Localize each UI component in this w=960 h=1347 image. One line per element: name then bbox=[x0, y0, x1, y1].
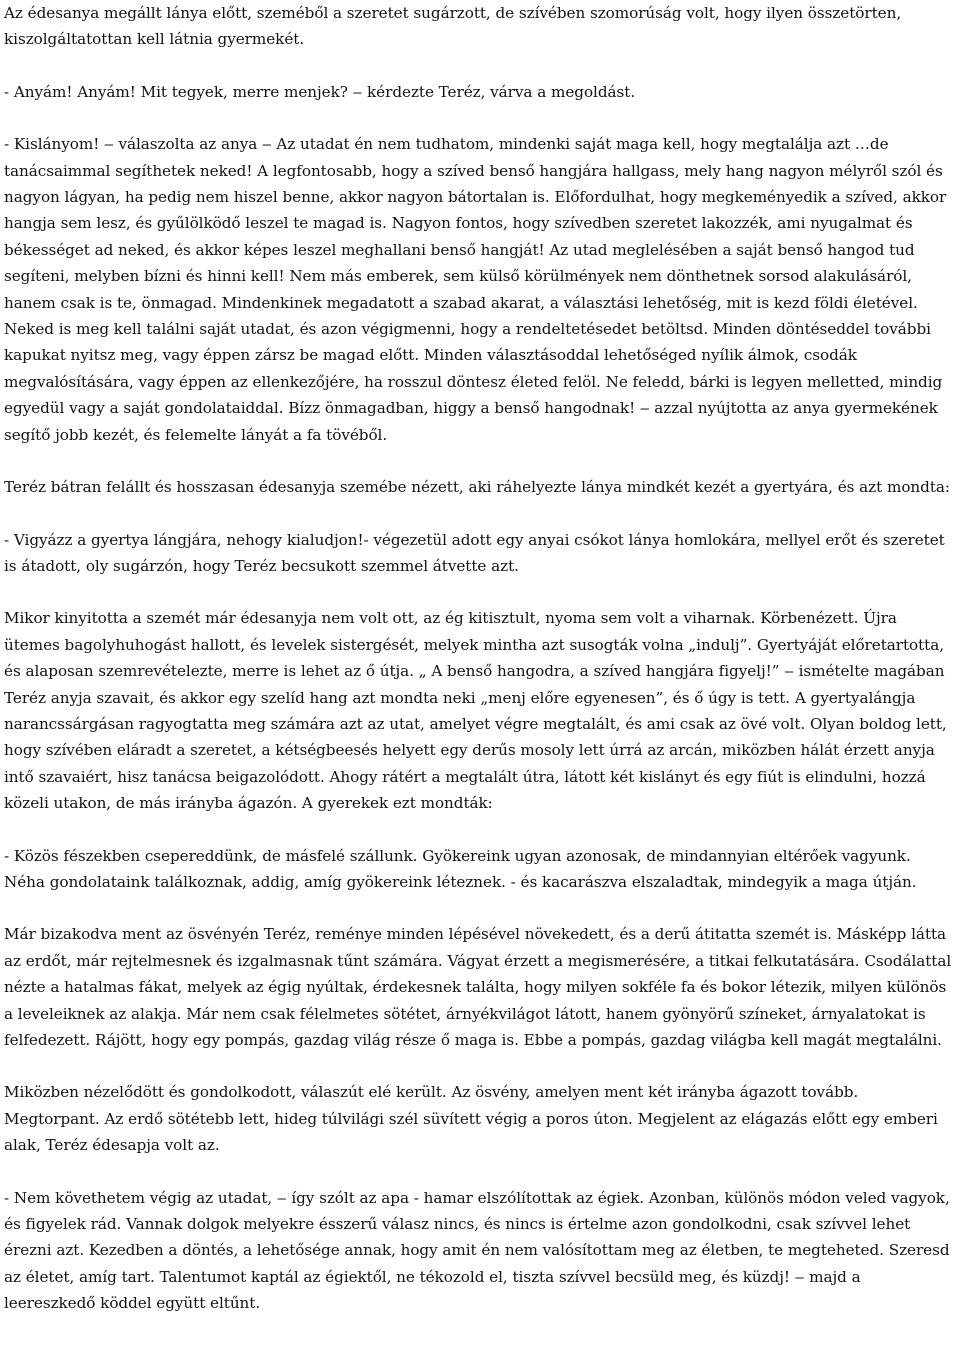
paragraph-mother-stood: Az édesanya megállt lánya előtt, szeméből a szeretet sugárzott, de szívében szomorúság volt, hogy ilyen összetörten, kiszolgáltatottan kell látnia gyermekét. bbox=[4, 4, 902, 49]
paragraph-gap bbox=[4, 895, 956, 921]
paragraph-teresa-stood-up: Teréz bátran felállt és hosszasan édesanyja szemébe nézett, aki ráhelyezte lánya mindkét kezét a gyertyára, és azt mondta: bbox=[4, 478, 950, 497]
paragraph-mother-advice: - Kislányom! ‒ válaszolta az anya ‒ Az utadat én nem tudhatom, mindenki saját maga kell, hogy megtalálja azt …de tanácsaimmal segíthetek neked! A legfontosabb, hogy a szíved benső hangjára hallgass, mely hang nagyon mélyről szól és nagyon lágyan, ha pedig nem hiszel benne, akkor nagyon bátortalan is. Előfordulhat, hogy megkeményedik a szíved, akkor hangja sem lesz, és gyűlölködő leszel te magad is. Nagyon fontos, hogy szívedben szeretet lakozzék, ami nyugalmat és békességet ad neked, és akkor képes leszel meghallani benső hangját! Az utad meglelésében a saját benső hangod tud segíteni, melyben bízni és hinni kell! Nem más emberek, sem külső körülmények nem dönthetnek sorsod alakulásáról, hanem csak is te, önmagad. Mindenkinek megadatott a szabad akarat, a választási lehetőség, mit is kezd földi életével. Neked is meg kell találni saját utadat, és azon végigmenni, hogy a rendeltetésedet betöltsd. Minden döntéseddel további kapukat nyitsz meg, vagy éppen zársz be magad előtt. Minden választásoddal lehetőséged nyílik álmok, csodák megvalósítására, vagy éppen az ellenkezőjére, ha rosszul döntesz életed felöl. Ne feledd, bárki is legyen melletted, mindig egyedül vagy a saját gondolataiddal. Bízz önmagadban, higgy a benső hangodnak! ‒ azzal nyújtotta az anya gyermekének segítő jobb kezét, és felemelte lányát a fa tövéből. bbox=[4, 135, 947, 444]
paragraph-gap bbox=[4, 1159, 956, 1185]
paragraph-path-found: Mikor kinyitotta a szemét már édesanyja nem volt ott, az ég kitisztult, nyoma sem volt a viharnak. Körbenézett. Újra ütemes bagolyhuhogást hallott, és levelek sistergését, melyek mintha azt susogták volna „indulj”. Gyertyáját előretartotta, és alaposan szemrevételezte, merre is lehet az ő útja. „ A benső hangodra, a szíved hangjára figyelj!” ‒ ismételte magában Teréz anyja szavait, és akkor egy szelíd hang azt mondta neki „menj előre egyenesen”, és ő úgy is tett. A gyertyalángja narancssárgásan ragyogtatta meg számára azt az utat, amelyet végre megtalált, és ami csak az övé volt. Olyan boldog lett, hogy szívében eláradt a szeretet, a kétségbeesés helyett egy derűs mosoly lett úrrá az arcán, miközben hálát érzett anyja intő szavaiért, hisz tanácsa beigazolódott. Ahogy rátért a megtalált útra, látott két kislányt és egy fiút is elindulni, hozzá közeli utakon, de más irányba ágazón. A gyerekek ezt mondták: bbox=[4, 609, 947, 813]
paragraph-gap bbox=[4, 105, 956, 131]
paragraph-children-speak: - Közös fészekben csepereddünk, de másfelé szállunk. Gyökereink ugyan azonosak, de mindannyian eltérőek vagyunk. Néha gondolataink találkoznak, addig, amíg gyökereink léteznek. - és kacarászva elszaladtak, mindegyik a maga útján. bbox=[4, 846, 917, 891]
paragraph-crossroads: Miközben nézelődött és gondolkodott, válaszút elé került. Az ösvény, amelyen ment két irányba ágazott tovább. Megtorpant. Az erdő sötétebb lett, hideg túlvilági szél süvített végig a poros úton. Megjelent az elágazás előtt egy emberi alak, Teréz édesapja volt az. bbox=[4, 1083, 938, 1155]
paragraph-gap bbox=[4, 579, 956, 605]
paragraph-gap bbox=[4, 817, 956, 843]
paragraph-forest-wonder: Már bizakodva ment az ösvényén Teréz, reménye minden lépésével növekedett, és a derű átitatta szemét is. Másképp látta az erdőt, már rejtelmesnek és izgalmasnak tűnt számára. Vágyat érzett a megismerésére, a titkai felkutatására. Csodálattal nézte a hatalmas fákat, melyek az égig nyúltak, érdekesnek találta, hogy milyen sokféle fa és bokor létezik, milyen különös a leveleiknek az alakja. Már nem csak félelmetes sötétet, árnyékvilágot látott, hanem gyönyörű színeket, árnyalatokat is felfedezett. Rájött, hogy egy pompás, gazdag világ része ő maga is. Ebbe a pompás, gazdag világba kell magát megtalálni. bbox=[4, 925, 952, 1049]
paragraph-gap bbox=[4, 501, 956, 527]
paragraph-teresa-asks: - Anyám! Anyám! Mit tegyek, merre menjek? ‒ kérdezte Teréz, várva a megoldást. bbox=[4, 82, 636, 101]
paragraph-gap bbox=[4, 53, 956, 79]
paragraph-gap bbox=[4, 1053, 956, 1079]
paragraph-father-speaks: - Nem követhetem végig az utadat, ‒ így szólt az apa - hamar elszólítottak az égiek. Azonban, különös módon veled vagyok, és figyelek rád. Vannak dolgok melyekre ésszerű válasz nincs, és nincs is értelme azon gondolkodni, csak szívvel lehet érezni azt. Kezedben a döntés, a lehetősége annak, hogy amit én nem valósítottam meg az életben, te megteheted. Szeresd az életet, amíg tart. Talentumot kaptál az égiektől, ne tékozold el, tiszta szívvel becsüld meg, és küzdj! ‒ majd a leereszkedő köddel együtt eltűnt. bbox=[4, 1188, 950, 1313]
paragraph-gap bbox=[4, 448, 956, 474]
paragraph-candle-warning: - Vigyázz a gyertya lángjára, nehogy kialudjon!- végezetül adott egy anyai csókot lánya homlokára, mellyel erőt és szeretet is átadott, oly sugárzón, hogy Teréz becsukott szemmel átvette azt. bbox=[4, 530, 945, 575]
